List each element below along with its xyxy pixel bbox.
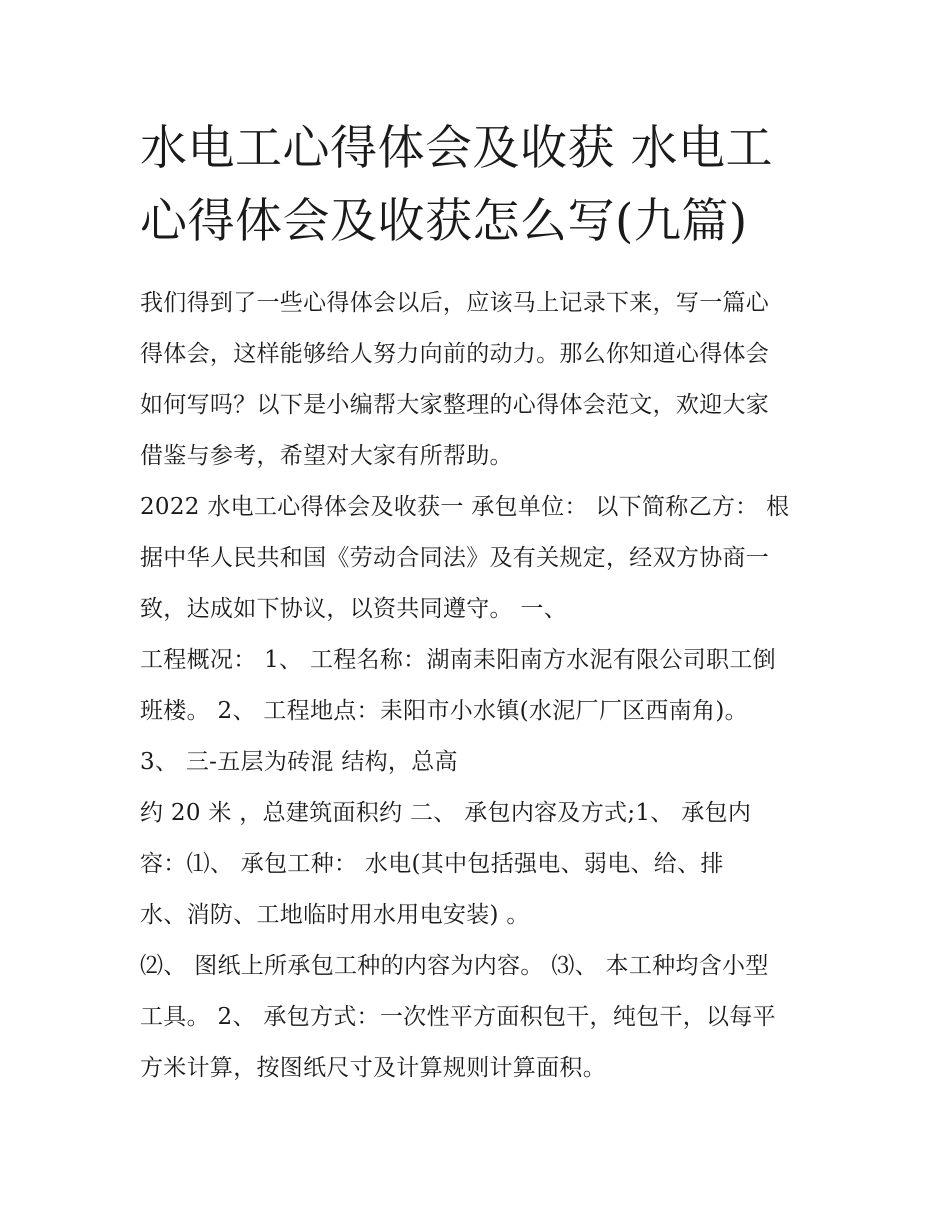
text-line: 据中华人民共和国《劳动合同法》及有关规定，经双方协商一: [140, 545, 770, 571]
text-line: 借鉴与参考，希望对大家有所帮助。: [140, 443, 513, 469]
text-line: 约 20 米 ，总建筑面积约 二、 承包内容及方式;1、 承包内: [140, 800, 752, 826]
document-body: [140, 278, 820, 1094]
title-line: 水电工心得体会及收获 水电工: [140, 121, 773, 176]
text-line: 水、消防、工地临时用水用电安装) 。: [140, 902, 530, 928]
paragraph-intro: [140, 278, 820, 482]
paragraph-project-overview: [140, 635, 820, 788]
text-line: 我们得到了一些心得体会以后，应该马上记录下来，写一篇心: [140, 290, 770, 316]
paragraph-contract-method: [140, 941, 820, 1094]
document-title: [140, 112, 820, 258]
text-line: 容：⑴、 承包工种： 水电(其中包括强电、弱电、给、排: [140, 851, 724, 877]
text-line: 致，达成如下协议，以资共同遵守。 一、: [140, 596, 568, 622]
paragraph-contract-content: [140, 788, 820, 941]
title-line: 心得体会及收获怎么写(九篇): [140, 194, 748, 249]
text-line: 如何写吗？以下是小编帮大家整理的心得体会范文，欢迎大家: [140, 392, 770, 418]
text-line: 2022 水电工心得体会及收获一 承包单位： 以下简称乙方： 根: [140, 494, 790, 520]
text-line: 3、 三-五层为砖混 结构，总高: [140, 749, 458, 775]
text-line: 得体会，这样能够给人努力向前的动力。那么你知道心得体会: [140, 341, 770, 367]
paragraph-contract-intro: [140, 482, 820, 635]
text-line: 工具。 2、 承包方式：一次性平方面积包干，纯包干，以每平: [140, 1004, 776, 1030]
text-line: ⑵、 图纸上所承包工种的内容为内容。 ⑶、 本工种均含小型: [140, 953, 769, 979]
text-line: 工程概况： 1、 工程名称：湖南耒阳南方水泥有限公司职工倒: [140, 647, 776, 673]
text-line: 方米计算，按图纸尺寸及计算规则计算面积。: [140, 1055, 606, 1081]
text-line: 班楼。 2、 工程地点：耒阳市小水镇(水泥厂厂区西南角)。: [140, 698, 748, 724]
